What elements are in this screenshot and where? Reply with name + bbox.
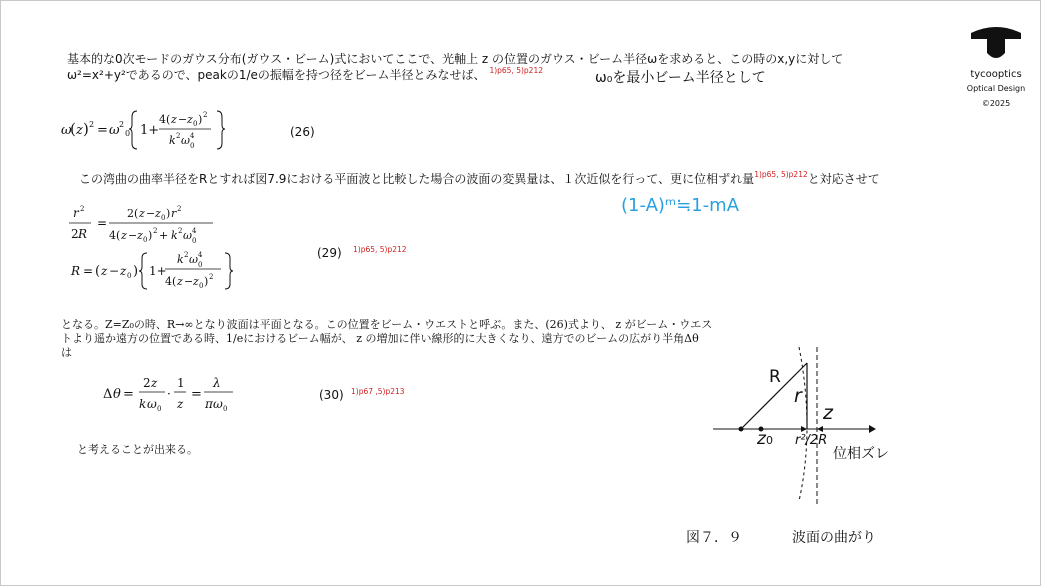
svg-text:2: 2	[209, 273, 214, 281]
svg-text:0: 0	[161, 214, 166, 222]
svg-text:): )	[166, 207, 171, 220]
svg-text:0: 0	[223, 405, 228, 413]
figure-label-z: z	[823, 402, 833, 424]
svg-text:0: 0	[143, 236, 148, 244]
svg-text:−: −	[184, 275, 194, 288]
svg-text:r: r	[171, 207, 177, 220]
equation-30-number: (30)	[319, 388, 344, 402]
svg-text:): )	[148, 229, 153, 242]
svg-text:−: −	[109, 264, 120, 278]
svg-text:z: z	[155, 207, 161, 220]
equation-29	[65, 201, 245, 301]
figure-label-r2-2R: r²/2R	[795, 433, 828, 448]
svg-text:ω: ω	[61, 123, 72, 138]
svg-text:k: k	[177, 253, 184, 266]
svg-text:−: −	[146, 207, 156, 220]
svg-text:z: z	[76, 123, 83, 138]
svg-text:z: z	[177, 275, 183, 288]
figure-caption-number: 図７．９	[686, 530, 742, 546]
svg-text:ω: ω	[181, 134, 190, 147]
svg-text:z: z	[121, 229, 127, 242]
reference-marker: 1)p65, 5)p212	[754, 170, 808, 179]
svg-text:2: 2	[177, 205, 182, 213]
header-line-1: 基本的な0次モードのガウス分布(ガウス・ビーム)式においてここで、光軸上 z の位置のガウス・ビーム半径ωを求めると、この時のx,yに対して	[67, 52, 844, 66]
paragraph-3-line-1: となる。Z=Z₀の時、R→∞となり波面は平面となる。この位置をビーム・ウエストと呼ぶ。また、(26)式より、 z がビーム・ウエス	[61, 318, 713, 331]
svg-text:z: z	[171, 113, 177, 126]
svg-text:2: 2	[143, 376, 151, 390]
svg-text:=: =	[123, 387, 134, 402]
svg-text:4: 4	[190, 132, 195, 140]
svg-text:ω: ω	[189, 253, 198, 266]
svg-text:π: π	[205, 397, 213, 411]
svg-text:z: z	[193, 275, 199, 288]
svg-text:+: +	[159, 229, 169, 242]
logo-name: tycooptics	[970, 69, 1022, 80]
svg-text:−: −	[128, 229, 138, 242]
svg-text:R: R	[71, 264, 81, 278]
svg-text:0: 0	[157, 405, 162, 413]
figure-caption-text: 波面の曲がり	[792, 530, 876, 546]
svg-text:2(: 2(	[127, 207, 139, 220]
logo-icon	[961, 23, 1031, 63]
svg-text:2: 2	[184, 251, 189, 259]
svg-text:z: z	[137, 229, 143, 242]
equation-29-reference: 1)p65, 5)p212	[353, 245, 407, 254]
svg-text:4(: 4(	[159, 113, 171, 126]
svg-text:): )	[198, 113, 203, 126]
svg-text:k: k	[171, 229, 178, 242]
svg-text:4(: 4(	[165, 275, 177, 288]
svg-text:θ: θ	[113, 387, 121, 402]
svg-text:z: z	[187, 113, 193, 126]
svg-text:0: 0	[192, 237, 197, 245]
svg-text:=: =	[97, 216, 108, 230]
svg-text:·: ·	[167, 387, 171, 401]
svg-text:(: (	[95, 264, 101, 279]
svg-text:ω: ω	[147, 397, 157, 411]
svg-text:ω: ω	[213, 397, 223, 411]
svg-text:z: z	[101, 264, 108, 278]
equation-30	[101, 371, 241, 423]
svg-text:z: z	[151, 376, 158, 390]
svg-text:ω: ω	[109, 123, 120, 138]
svg-text:k: k	[169, 134, 176, 147]
svg-text:4: 4	[198, 251, 203, 259]
svg-text:0: 0	[127, 272, 132, 280]
figure-label-r: r	[794, 385, 802, 407]
svg-text:1: 1	[177, 376, 185, 390]
svg-text:z: z	[177, 397, 184, 411]
equation-26	[59, 101, 239, 161]
svg-text:z: z	[139, 207, 145, 220]
paragraph-3-line-2: トより遥か遠方の位置である時、1/eにおけるビーム幅が、 z の増加に伴い線形的に大きくなり、遠方でのビームの広がり半角Δθ	[61, 332, 699, 345]
approximation-note: (1-A)ᵐ≒1-mA	[621, 195, 740, 216]
reference-marker: 1)p65, 5)p212	[489, 66, 543, 75]
figure-label-R: R	[769, 367, 781, 387]
svg-text:0: 0	[199, 282, 204, 290]
svg-text:k: k	[139, 397, 147, 411]
svg-text:=: =	[83, 264, 94, 278]
svg-text:): )	[204, 275, 209, 288]
svg-text:): )	[83, 120, 89, 138]
svg-text:z: z	[120, 264, 127, 278]
svg-text:0: 0	[193, 120, 198, 128]
logo-subtitle: Optical Design	[966, 84, 1026, 93]
svg-text:2: 2	[80, 205, 85, 213]
svg-text:2: 2	[178, 227, 183, 235]
svg-text:=: =	[191, 387, 202, 402]
logo-copyright: ©2025	[981, 99, 1011, 108]
svg-text:2: 2	[176, 132, 181, 140]
svg-text:4(: 4(	[109, 229, 121, 242]
svg-text:4: 4	[192, 227, 197, 235]
svg-text:): )	[133, 264, 139, 279]
svg-text:2: 2	[89, 120, 95, 129]
figure-label-phase-shift: 位相ズレ	[833, 446, 889, 462]
svg-text:2: 2	[119, 120, 125, 129]
svg-text:−: −	[178, 113, 188, 126]
svg-text:Δ: Δ	[103, 387, 113, 402]
svg-text:0: 0	[125, 129, 131, 138]
header-line-2-tail: ω₀を最小ビーム半径として	[595, 70, 766, 86]
logo	[961, 23, 1031, 107]
svg-text:λ: λ	[213, 376, 221, 390]
paragraph-3-line-3: は	[61, 346, 72, 359]
equation-30-reference: 1)p67 ,5)p213	[351, 387, 405, 396]
closing-line: と考えることが出来る。	[77, 443, 198, 456]
svg-text:2: 2	[153, 227, 158, 235]
svg-text:0: 0	[190, 142, 195, 150]
svg-text:r: r	[73, 206, 79, 220]
header-line-2: ω²=x²+y²であるので、peakの1/eの振幅を持つ径をビーム半径とみなせば、 $^{1)p65, 5)p212}$	[67, 66, 543, 82]
svg-text:=: =	[97, 123, 108, 138]
paragraph-2: この湾曲の曲率半径をRとすれば図7.9における平面波と比較した場合の波面の変異量は、１次近似を行って、更に位相ずれ量$^{1)p65, 5)p212}$と対応させて	[79, 170, 880, 186]
figure-label-z0: z0	[757, 429, 773, 449]
equation-29-number: (29)	[317, 246, 342, 260]
svg-text:R: R	[78, 227, 88, 241]
svg-text:1+: 1+	[149, 264, 167, 278]
figure-wavefront	[701, 341, 901, 511]
svg-text:0: 0	[198, 261, 203, 269]
svg-text:2: 2	[71, 227, 79, 241]
svg-text:2: 2	[203, 111, 208, 119]
svg-text:(: (	[70, 120, 76, 138]
equation-26-number: (26)	[290, 125, 315, 139]
svg-text:ω: ω	[183, 229, 192, 242]
svg-text:1+: 1+	[140, 123, 160, 138]
